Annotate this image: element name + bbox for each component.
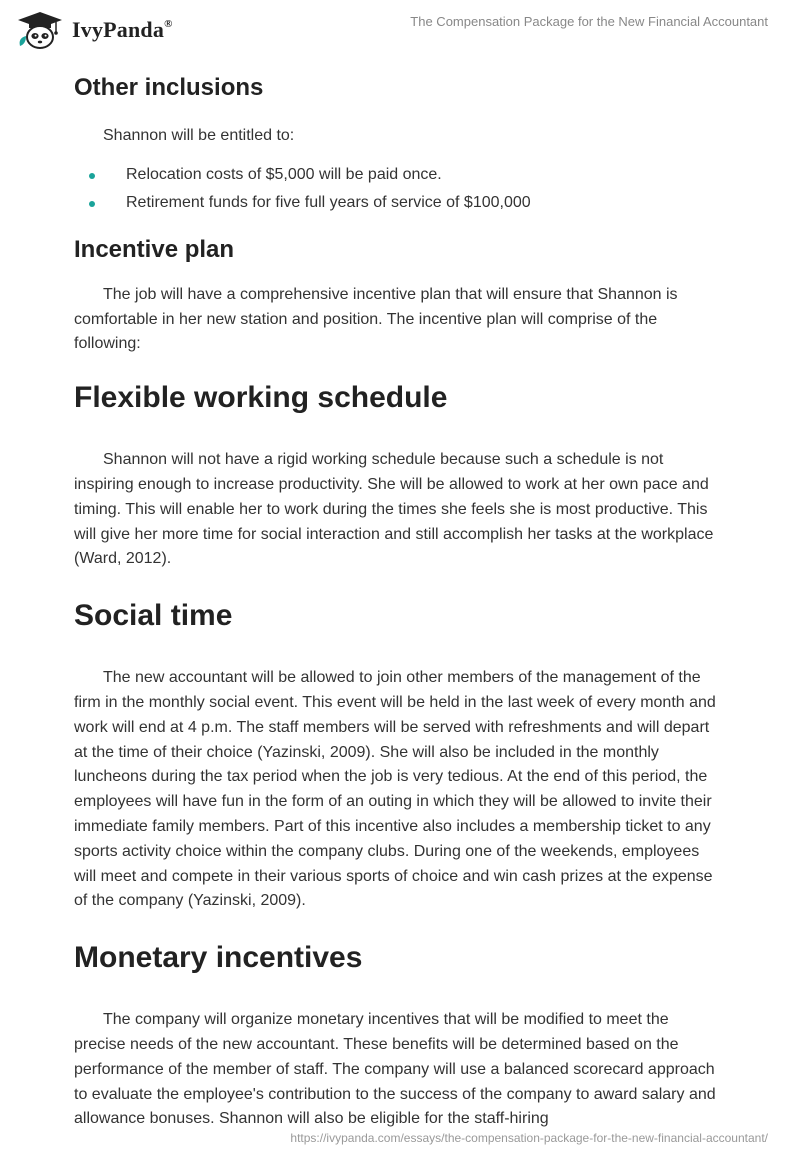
ivypanda-logo[interactable] <box>16 10 173 50</box>
flexible-schedule-paragraph: Shannon will not have a rigid working schedule because such a schedule is not inspiring enough to increase productivity. She will be allowed to work at her own pace and timing. This will enable her to work during the times she feels she is most productive. This will give her more time for social interaction and still accomplish her tasks at the workplace (Ward, 2012). <box>74 451 714 568</box>
monetary-incentives-paragraph: The company will organize monetary incentives that will be modified to meet the precise needs of the new accountant. These benefits will be determined based on the performance of the member of staff. The company will use a balanced scorecard approach to evaluate the employee's contribution to the success of the company to award salary and allowance bonuses. Shannon will also be eligible for the staff-hiring <box>74 1011 716 1128</box>
heading-social-time: Social time <box>74 599 233 633</box>
incentive-plan-paragraph: The job will have a comprehensive incentive plan that will ensure that Shannon is comfortable in her new station and position. The incentive plan will comprise of the following: <box>74 285 678 353</box>
heading-flexible-working-schedule: Flexible working schedule <box>74 381 448 415</box>
bullet-icon <box>89 201 95 207</box>
heading-incentive-plan: Incentive plan <box>74 235 235 263</box>
panda-graduate-icon <box>16 10 64 50</box>
intro-paragraph: Shannon will be entitled to: <box>103 127 295 144</box>
essay-content <box>74 72 724 1132</box>
heading-monetary-incentives: Monetary incentives <box>74 941 363 975</box>
bullet-icon <box>89 173 95 179</box>
heading-other-inclusions: Other inclusions <box>74 74 264 101</box>
list-item: Relocation costs of $5,000 will be paid once. <box>74 163 724 187</box>
social-time-paragraph: The new accountant will be allowed to join other members of the management of the firm in the monthly social event. This event will be held in the last week of every month and work will end at 4 p.m. The staff members will be served with refreshments and will depart at the time of their choice (Yazinski, 2009). She will also be included in the monthly luncheons during the tax period when the job is very tedious. At the end of this period, the employees will have fun in the form of an outing in which they will be allowed to invite their immediate family members. Part of this incentive also includes a membership ticket to any sports activity choice within the company clubs. During one of the weekends, employees will meet and compete in their various sports of choice and win cash prizes at the expense of the company (Yazinski, 2009). <box>74 669 716 910</box>
page-header <box>0 0 800 60</box>
logo-text: IvyPanda® <box>72 17 173 42</box>
document-title: The Compensation Package for the New Financial Accountant <box>410 14 768 29</box>
source-url[interactable]: https://ivypanda.com/essays/the-compensation-package-for-the-new-financial-accountant/ <box>290 1131 768 1145</box>
inclusions-list <box>74 163 724 215</box>
list-item: Retirement funds for five full years of service of $100,000 <box>74 191 724 215</box>
